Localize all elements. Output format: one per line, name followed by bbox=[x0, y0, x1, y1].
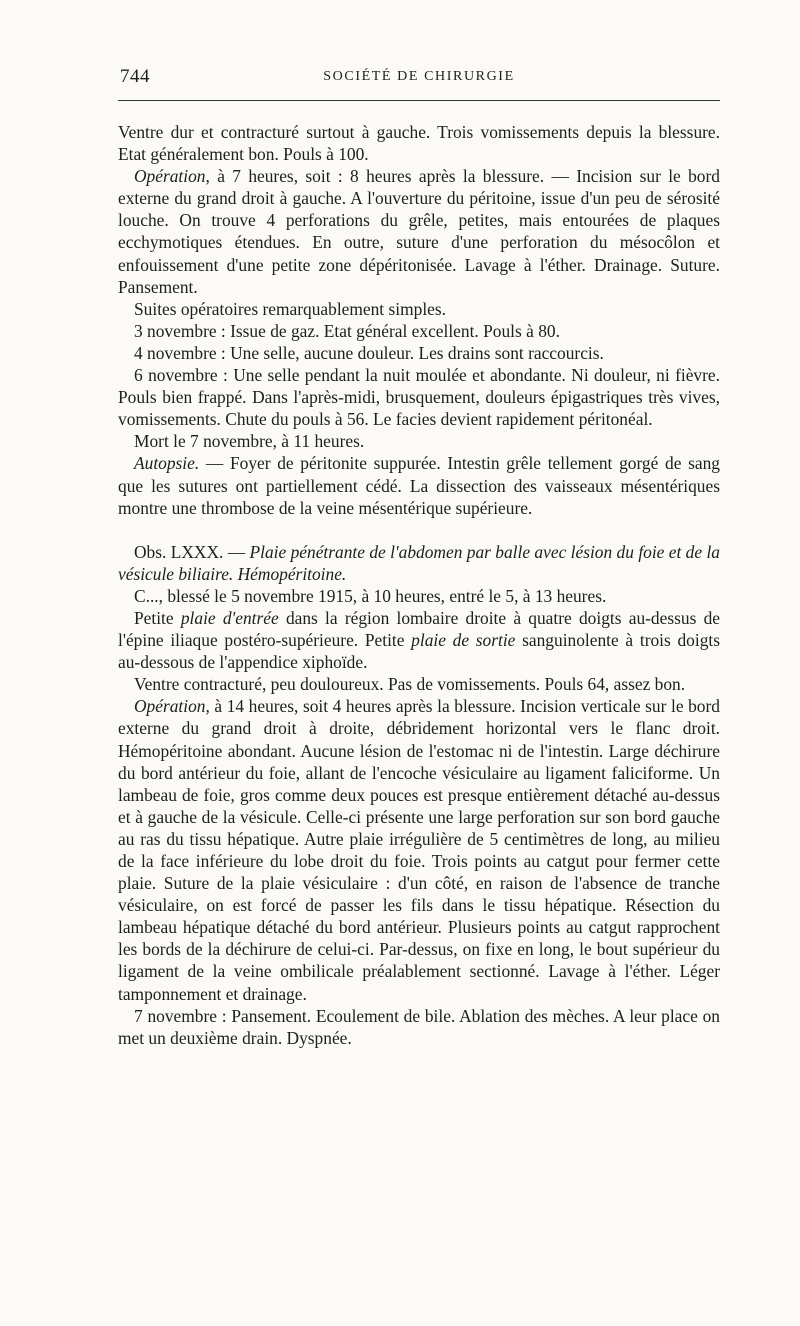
paragraph: 6 novembre : Une selle pendant la nuit moulée et abondante. Ni douleur, ni fièvre. Pouls bien frappé. Dans l'après-midi, brusquement, douleurs épigastriques très vives, vomissements. Chute du pouls à 56. Le facies devient rapidement péritonéal. bbox=[118, 365, 720, 430]
paragraph: Petite plaie d'entrée dans la région lombaire droite à quatre doigts au-dessus de l'épine iliaque postéro-supérieure. Petite plaie de sortie sanguinolente à trois doigts au-dessous de l'appendice xiphoïde. bbox=[118, 607, 721, 673]
operation-label: Opération, bbox=[134, 696, 210, 717]
page-body bbox=[118, 121, 720, 1049]
paragraph: 3 novembre : Issue de gaz. Etat général excellent. Pouls à 80. bbox=[134, 320, 560, 341]
paragraph: Opération, à 14 heures, soit 4 heures après la blessure. Incision verticale sur le bord externe du grand droit à droite, débridement horizontal vers le flanc droit. Hémopéritoine abondant. Aucune lésion de l'estomac ni de l'intestin. Large déchirure du bord antérieur du foie, allant de l'encoche vésiculaire au ligament faliciforme. Un lambeau de foie, gros comme deux pouces est presque entièrement détaché au-dessus et à gauche de la vésicule. Celle-ci présente une large perforation sur son bord gauche au ras du tissu hépatique. Autre plaie irrégulière de 5 centimètres de long, au milieu de la face inférieure du lobe droit du foie. Trois points au catgut pour fermer cette plaie. Suture de la plaie vésiculaire : d'un côté, en raison de l'absence de tranche vésiculaire, on est forcé de passer les fils dans le tissu hépatique. Résection du lambeau hépatique détaché du bord antérieur. Plusieurs points au catgut rapprochent les bords de la déchirure de celui-ci. Par-dessus, on fixe en long, le bout supérieur du ligament de la veine ombilicale préalablement sectionné. Lavage à l'éther. Léger tamponnement et drainage. bbox=[118, 696, 720, 1004]
paragraph: C..., blessé le 5 novembre 1915, à 10 heures, entré le 5, à 13 heures. bbox=[134, 585, 607, 606]
section-gap bbox=[118, 519, 720, 541]
page-number: 744 bbox=[120, 66, 150, 87]
paragraph: 7 novembre : Pansement. Ecoulement de bile. Ablation des mèches. A leur place on met un deuxième drain. Dyspnée. bbox=[118, 1005, 720, 1048]
observation-title: Plaie pénétrante de l'abdomen par balle avec lésion du foie et de la vésicule biliaire. Hémopéritoine. bbox=[118, 541, 720, 584]
paragraph: Suites opératoires remarquablement simples. bbox=[134, 298, 446, 319]
header-rule bbox=[118, 100, 720, 101]
paragraph: Mort le 7 novembre, à 11 heures. bbox=[134, 431, 365, 452]
observation-heading: Obs. LXXX. — Plaie pénétrante de l'abdomen par balle avec lésion du foie et de la vésicule biliaire. Hémopéritoine. bbox=[118, 541, 720, 584]
paragraph: 4 novembre : Une selle, aucune douleur. Les drains sont raccourcis. bbox=[134, 342, 604, 363]
page-header bbox=[118, 66, 720, 90]
running-head: SOCIÉTÉ DE CHIRURGIE bbox=[323, 69, 515, 84]
paragraph: Opération, à 7 heures, soit : 8 heures après la blessure. — Incision sur le bord externe du grand droit à gauche. A l'ouverture du péritoine, issue d'un peu de sérosité louche. On trouve 4 perforations du grêle, petites, mais entourées de plaques ecchymotiques étendues. En outre, suture d'une perforation du mésocôlon et enfouissement d'une petite zone dépéritonisée. Lavage à l'éther. Drainage. Suture. Pansement. bbox=[118, 166, 720, 297]
paragraph: Ventre dur et contracturé surtout à gauche. Trois vomissements depuis la blessure. Etat généralement bon. Pouls à 100. bbox=[118, 122, 720, 165]
paragraph: Autopsie. — Foyer de péritonite suppurée. Intestin grêle tellement gorgé de sang que les sutures ont partiellement cédé. La dissection des vaisseaux mésentériques montre une thrombose de la veine mésentérique supérieure. bbox=[118, 453, 720, 518]
observation-label: Obs. LXXX. bbox=[134, 541, 224, 562]
autopsy-label: Autopsie. bbox=[134, 453, 200, 474]
paragraph: Ventre contracturé, peu douloureux. Pas de vomissements. Pouls 64, assez bon. bbox=[134, 674, 686, 695]
operation-label: Opération, bbox=[134, 166, 210, 187]
